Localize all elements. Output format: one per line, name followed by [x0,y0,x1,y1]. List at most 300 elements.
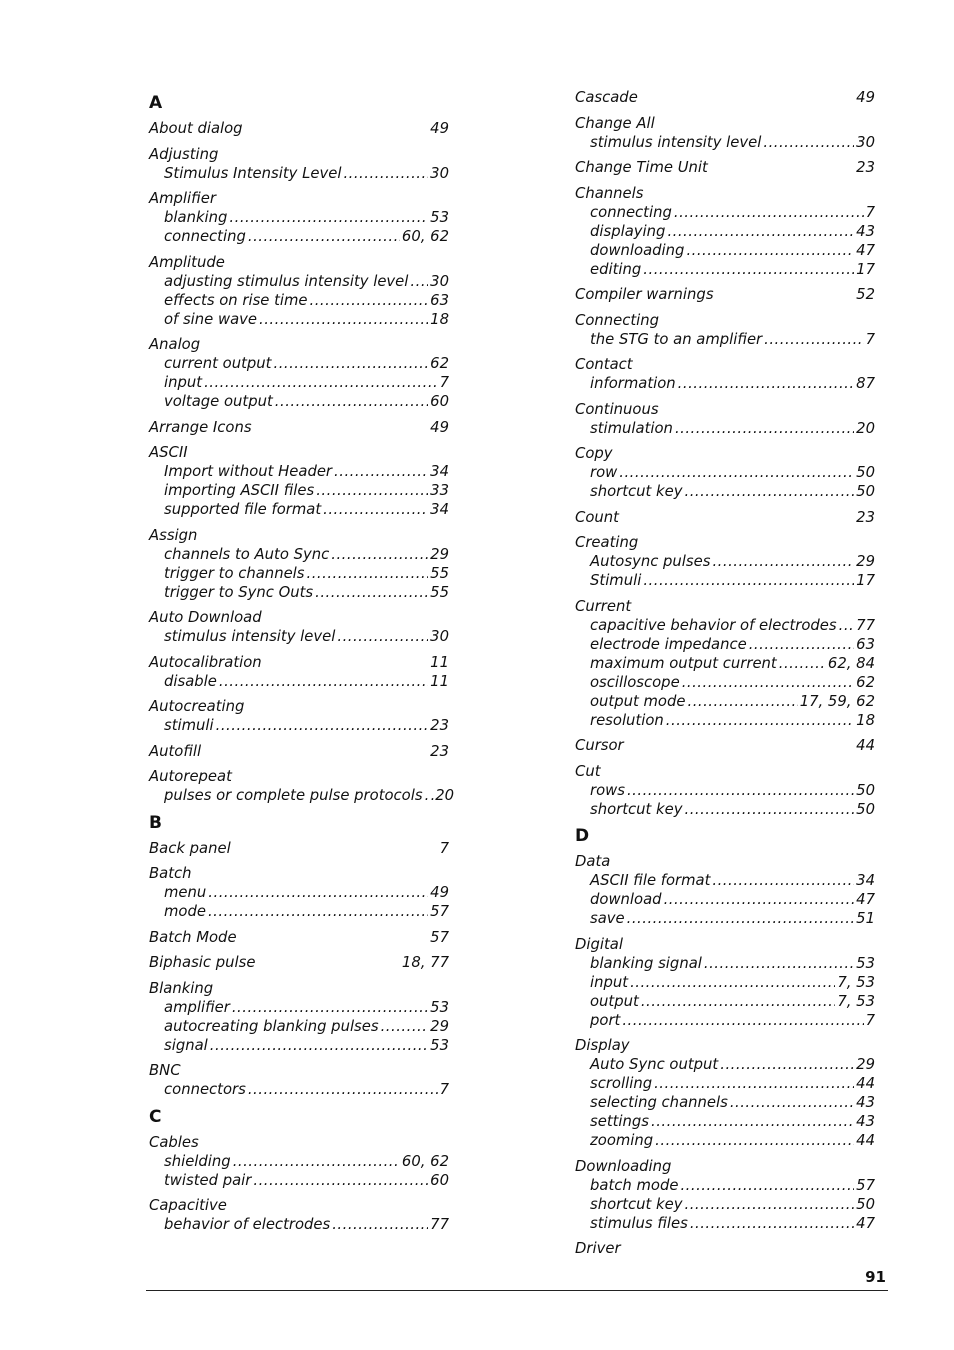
dot-leader [667,222,854,241]
dot-leader [343,164,428,183]
index-page-ref: 34 [430,501,449,518]
index-entry [575,444,875,501]
dot-leader [678,374,854,393]
index-term: Continuous [575,400,659,418]
index-term: Autofill [149,742,202,760]
index-subentry [149,272,449,291]
index-page-ref: 18 [430,310,449,328]
index-subentry [149,716,449,735]
index-subentry-text: displaying [590,222,666,240]
index-term-line [149,697,449,716]
index-term: Contact [575,356,633,373]
dot-leader [619,463,854,482]
index-page-ref: 87 [856,375,875,392]
index-spacer [244,697,449,716]
index-subentry-text: electrode impedance [590,635,747,653]
dot-leader [216,716,429,735]
dot-leader [839,616,855,635]
index-page-ref: 33 [430,482,449,499]
dot-leader [682,673,854,692]
index-page-ref: 55 [430,564,449,582]
index-page-ref: 29 [430,1017,449,1035]
index-page-ref: 55 [430,583,449,601]
index-subentry [149,208,449,227]
index-page-ref: 30 [430,164,449,182]
index-page-ref: 49 [430,884,449,901]
index-term: Assign [149,526,198,544]
index-subentry [149,1215,449,1234]
dot-leader [655,1131,854,1150]
index-page-ref: 50 [856,1195,875,1213]
index-subentry [575,711,875,730]
dot-leader [763,133,854,152]
index-entry [149,1196,449,1234]
index-page-ref: 60 [430,393,449,410]
index-subentry-text: shortcut key [590,800,683,818]
index-subentry [149,627,449,646]
dot-leader [310,291,429,310]
index-subentry [575,654,875,673]
index-subentry-text: output mode [590,692,686,710]
index-subentry-text: pulses or complete pulse protocols [164,787,423,804]
index-term-line [575,355,875,374]
index-spacer [200,335,449,354]
dot-leader [332,1215,428,1234]
index-term: Channels [575,184,644,202]
index-entry [575,597,875,730]
index-spacer [243,119,431,138]
index-spacer [231,839,440,858]
index-page-ref: 50 [856,800,875,818]
index-term-line [575,444,875,463]
index-subentry-text: effects on rise time [164,291,308,309]
index-entry [149,953,449,972]
index-term-line [149,953,449,972]
index-subentry-text: capacitive behavior of electrodes [590,616,837,634]
index-subentry [575,871,875,890]
index-term: About dialog [149,120,243,137]
index-subentry [575,482,875,501]
index-term-line [149,526,449,545]
dot-leader [749,635,854,654]
index-subentry-text: Autosync pulses [590,553,711,570]
index-subentry [575,1112,875,1131]
index-term-line [575,533,875,552]
index-page-ref: 44 [856,1075,875,1092]
index-page-ref: 44 [856,1132,875,1149]
index-subentry [149,373,449,392]
index-term-line [575,852,875,871]
dot-leader [641,992,836,1011]
index-page-ref: 23 [430,717,449,734]
index-term-line [575,311,875,330]
index-spacer [237,928,431,947]
index-page-ref: 43 [856,222,875,240]
index-term: Autorepeat [149,768,232,785]
index-page-ref: .20 [430,787,455,804]
index-page-ref: 52 [856,286,875,303]
index-subentry-text: settings [590,1113,650,1130]
index-subentry [575,1011,875,1030]
index-page-ref: 7 [865,1011,875,1029]
index-term: Back panel [149,839,231,857]
index-spacer [262,608,449,627]
index-term: Creating [575,534,639,551]
index-spacer [227,1196,449,1215]
index-page-ref: 17 [856,260,875,278]
index-page-ref: 29 [856,1056,875,1073]
dot-leader [622,1011,863,1030]
index-page-ref: 49 [430,418,449,436]
dot-leader [674,203,864,222]
index-entry [575,158,875,177]
index-entry [575,533,875,590]
index-entry [575,311,875,349]
index-term: Auto Download [149,609,262,626]
index-subentry [575,992,875,1011]
index-entry [575,184,875,279]
index-term: ASCII [149,444,188,461]
index-subentry [575,463,875,482]
index-subentry [149,998,449,1017]
index-subentry-text: shielding [164,1152,231,1170]
index-subentry-text: oscilloscope [590,673,680,691]
dot-leader [684,482,854,501]
index-entry [149,119,449,138]
dot-leader [253,1171,428,1190]
index-page-ref: 53 [430,998,449,1016]
index-subentry [575,133,875,152]
index-term-line [575,184,875,203]
index-subentry [149,1152,449,1171]
index-subentry [575,1176,875,1195]
index-term-line [149,767,449,786]
index-term: Batch Mode [149,928,237,946]
index-page-ref: 43 [856,1113,875,1130]
index-page-ref: 77 [856,616,875,634]
index-spacer [624,736,857,755]
index-entry [575,935,875,1030]
index-spacer [623,935,875,954]
index-entry [149,928,449,947]
index-term: Change Time Unit [575,159,708,176]
index-term-line [575,1157,875,1176]
index-term: Count [575,508,619,526]
index-term-line [149,443,449,462]
index-subentry-text: voltage output [164,393,273,410]
index-subentry-text: connecting [590,203,672,221]
index-entry [149,608,449,646]
dot-leader [425,786,429,805]
index-subentry-text: connecting [164,228,246,245]
index-term-line [575,935,875,954]
index-subentry [575,419,875,438]
index-subentry-text: menu [164,884,207,901]
index-entry [149,864,449,921]
index-spacer [232,767,449,786]
index-term-line [149,189,449,208]
index-entry [149,189,449,246]
dot-leader [712,871,854,890]
index-subentry [575,1214,875,1233]
index-page-ref: 62 [856,673,875,691]
index-page-ref: 7 [865,203,875,221]
index-subentry [149,564,449,583]
index-page-ref: 17 [856,572,875,589]
page-number: 91 [865,1268,886,1286]
index-spacer [188,443,449,462]
index-spacer [630,1036,875,1055]
index-term-line [575,88,875,107]
index-term-line [149,864,449,883]
index-entry [575,400,875,438]
index-page-ref: 34 [430,463,449,480]
index-term-line [149,253,449,272]
index-term-line [575,736,875,755]
index-spacer [613,444,875,463]
dot-leader [630,973,835,992]
index-entry [575,508,875,527]
index-subentry-text: stimulus intensity level [590,133,762,151]
index-subentry [149,500,449,519]
dot-leader [712,552,854,571]
dot-leader [233,1152,400,1171]
dot-leader [210,1036,428,1055]
index-subentry [149,164,449,183]
index-term: Cut [575,762,601,780]
index-page-ref: 44 [856,737,875,754]
index-entry [575,1036,875,1150]
index-subentry-text: adjusting stimulus intensity level [164,272,409,290]
index-subentry [575,1074,875,1093]
index-subentry [149,1171,449,1190]
dot-leader [730,1093,854,1112]
index-page-ref: 62 [430,355,449,372]
index-term: Biphasic pulse [149,954,256,971]
index-page-ref: 18 [856,711,875,729]
index-page-ref: 63 [430,291,449,309]
index-term: Analog [149,336,201,353]
dot-leader [666,711,854,730]
index-subentry-text: behavior of electrodes [164,1216,331,1233]
index-term: Display [575,1037,630,1054]
dot-leader [273,354,428,373]
index-subentry-text: twisted pair [164,1171,252,1189]
index-subentry-text: supported file format [164,501,322,518]
index-subentry-text: trigger to channels [164,564,305,582]
dot-leader [654,1074,854,1093]
index-spacer [218,145,449,164]
index-term-line [575,1239,875,1258]
index-term: Autocreating [149,698,245,715]
index-entry [149,418,449,437]
dot-leader [323,500,428,519]
index-page-ref: 7 [439,839,449,857]
dot-leader [381,1017,429,1036]
index-subentry-text: mode [164,903,206,920]
dot-leader [643,571,854,590]
index-page-ref: 50 [856,464,875,481]
index-term-line [149,979,449,998]
index-subentry [575,222,875,241]
index-spacer [671,1157,875,1176]
index-subentry-text: input [164,374,203,391]
index-page-ref: 49 [856,89,875,106]
index-term-line [575,508,875,527]
index-column-left [149,88,455,1241]
index-entry [149,1061,449,1099]
index-term-line [575,762,875,781]
index-term-line [149,1196,449,1215]
dot-leader [627,909,855,928]
dot-leader [664,890,855,909]
dot-leader [779,654,826,673]
index-subentry-text: connectors [164,1081,246,1098]
footer-divider [146,1290,888,1291]
index-entry [149,253,449,329]
index-subentry-text: Stimuli [590,572,642,589]
index-subentry-text: amplifier [164,998,230,1016]
index-spacer [621,1239,875,1258]
dot-leader [337,627,428,646]
index-subentry [575,973,875,992]
dot-leader [208,902,428,921]
index-subentry-text: zooming [590,1132,654,1149]
index-entry [149,839,449,858]
index-subentry-text: stimulation [590,419,673,437]
index-subentry [149,310,449,329]
dot-leader [680,1176,854,1195]
index-term: Copy [575,445,613,462]
index-term-line [149,335,449,354]
index-subentry-text: save [590,910,625,927]
index-spacer [714,285,857,304]
index-spacer [181,1061,449,1080]
dot-leader [410,272,428,291]
index-subentry-text: maximum output current [590,654,777,672]
index-page-ref: 60, 62 [401,228,449,245]
dot-leader [259,310,428,329]
index-term: Capacitive [149,1197,227,1214]
index-subentry [149,1017,449,1036]
index-term: Compiler warnings [575,286,714,303]
index-page-ref: 62, 84 [827,654,875,672]
index-subentry [149,1080,449,1099]
index-section-letter: D [575,826,590,846]
dot-leader [764,330,863,349]
index-subentry [149,883,449,902]
index-entry [149,443,449,519]
index-page-ref: 51 [856,910,875,927]
index-column-right [575,88,875,1265]
index-page-ref: 60 [430,1171,449,1189]
index-page-ref: 57 [856,1176,875,1194]
index-subentry [575,890,875,909]
index-term: Cables [149,1133,199,1151]
index-page-ref: 7, 53 [837,992,875,1010]
index-spacer [201,742,430,761]
dot-leader [275,392,428,411]
index-subentry-text: information [590,375,676,392]
index-page-ref: 23 [430,742,449,760]
dot-leader [627,781,854,800]
index-term-line [149,653,449,672]
index-spacer [619,508,856,527]
index-entry [575,285,875,304]
index-page-ref: 29 [856,553,875,570]
index-subentry [575,673,875,692]
index-subentry [575,330,875,349]
index-term: Adjusting [149,145,219,163]
index-subentry [149,545,449,564]
index-subentry [575,692,875,711]
index-subentry-text: autocreating blanking pulses [164,1017,379,1035]
index-section-letter: A [149,93,163,113]
index-subentry [575,1195,875,1214]
index-term: Change All [575,114,655,132]
index-term-line [149,418,449,437]
index-subentry-text: selecting channels [590,1094,728,1111]
index-subentry-text: channels to Auto Sync [164,545,330,563]
index-subentry-text: Auto Sync output [590,1056,719,1073]
dot-leader [331,545,428,564]
index-term-line [149,608,449,627]
index-term: Data [575,853,611,870]
index-spacer [216,189,449,208]
dot-leader [651,1112,854,1131]
index-term: Amplitude [149,253,225,271]
dot-leader [232,998,428,1017]
index-spacer [638,533,875,552]
index-page-ref: 50 [856,483,875,500]
index-entry [149,979,449,1055]
index-entry [575,1239,875,1258]
index-subentry [149,672,449,691]
index-entry [149,767,455,805]
index-subentry [149,462,449,481]
index-term: Digital [575,935,623,953]
index-entry [575,852,875,928]
index-subentry-text: Import without Header [164,463,333,480]
dot-leader [334,462,428,481]
index-spacer [655,114,875,133]
index-spacer [255,953,401,972]
index-subentry [149,291,449,310]
index-subentry-text: trigger to Sync Outs [164,583,314,601]
index-entry [575,736,875,755]
index-subentry [575,616,875,635]
index-page-ref: 30 [856,133,875,151]
index-term-line [575,1036,875,1055]
index-term-line [149,839,449,858]
index-subentry-text: downloading [590,241,685,259]
dot-leader [307,564,429,583]
index-page-ref: 43 [856,1094,875,1111]
index-subentry-text: blanking [164,209,228,226]
index-page-ref: 11 [430,672,449,690]
index-page-ref: 34 [856,872,875,889]
index-subentry-text: editing [590,260,642,278]
dot-leader [315,583,428,602]
index-subentry [149,786,455,805]
index-term-line [149,145,449,164]
index-spacer [601,762,875,781]
index-page-ref: 11 [430,653,449,671]
index-subentry [149,902,449,921]
index-term: Cascade [575,89,638,106]
index-term-line [575,400,875,419]
index-page-ref: 53 [430,209,449,226]
